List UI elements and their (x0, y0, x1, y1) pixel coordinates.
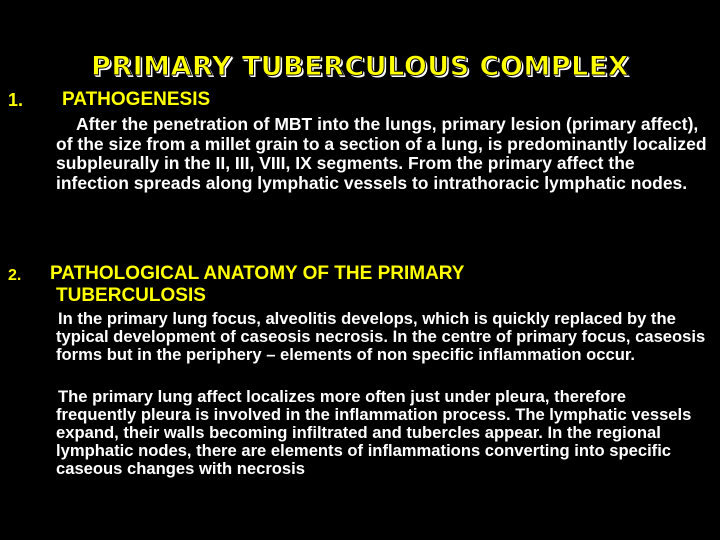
section-1-number: 1. (8, 90, 24, 110)
section-2-heading-line1: PATHOLOGICAL ANATOMY OF THE PRIMARY (50, 263, 465, 284)
section-2-heading-line2: TUBERCULOSIS (56, 285, 206, 306)
section-1-paragraph: After the penetration of MBT into the lungs, primary lesion (primary affect), of the size from a millet grain to a section of a lung, is predominantly localized subpleurally in the II, III, VIII, IX segments. From the primary affect the infection spreads along lymphatic vessels to intrathoracic lymphatic nodes. (56, 114, 707, 193)
section-2-paragraph-1: In the primary lung focus, alveolitis develops, which is quickly replaced by the typical development of caseosis necrosis. In the centre of primary focus, caseosis forms but in the periphery – elements of non specific inflammation occur. (56, 309, 706, 364)
section-2-number: 2. (8, 267, 22, 284)
section-2-paragraph-2: The primary lung affect localizes more often just under pleura, therefore frequently pleura is involved in the inflammation process. The lymphatic vessels expand, their walls becoming infiltrated and tubercles appear. In the regional lymphatic nodes, there are elements of inflammations converting into specific caseous changes with necrosis (56, 387, 692, 478)
section-1-heading: PATHOGENESIS (62, 89, 211, 110)
slide-title: PRIMARY TUBERCULOUS COMPLEX (91, 51, 629, 82)
